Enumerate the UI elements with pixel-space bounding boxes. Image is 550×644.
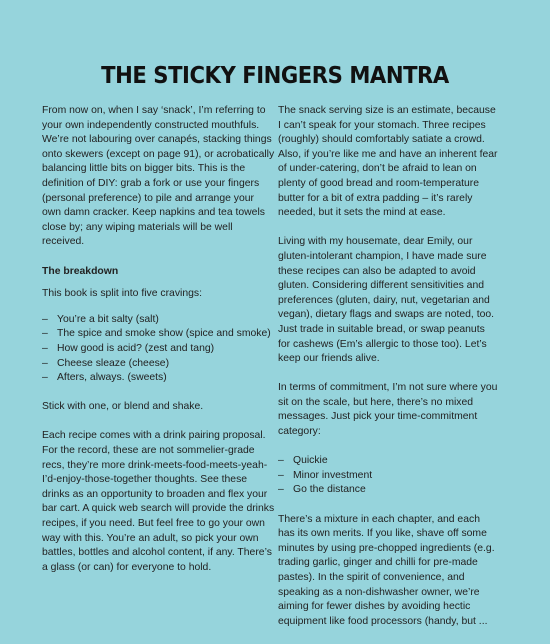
mixture-paragraph: There’s a mixture in each chapter, and each has its own merits. If you like, shave off some minutes by using pre-chopped ingredients (e.g. trading garlic, ginger and chilli for pre-made pastes). In the spirit of convenience, and speaking as a non-dishwasher owner, we’re aiming for fewer dishes by avoiding hectic equipment like food processors (handy, but ... — [278, 513, 495, 627]
living-paragraph: Living with my housemate, dear Emily, our gluten-intolerant champion, I have made sure these recipes can also be adapted to avoid gluten. Considering different sensitivities and preferences (gluten, dairy, nut, vegetarian and vegan), dietary flags and swaps are noted, too. Just trade in suitable bread, or swap peanuts for cashews (Em’s allergic to those too). Let’s keep our friends alive. — [278, 236, 495, 365]
list-item: – Minor investment — [278, 469, 498, 484]
list-item: – You’re a bit salty (salt) — [42, 313, 275, 328]
right-column — [278, 104, 498, 644]
breakdown-heading: The breakdown — [42, 265, 119, 277]
serving-paragraph: The snack serving size is an estimate, because I can’t speak for your stomach. Three recipes (roughly) should comfortably satiate a crowd. Also, if you’re like me and have an inherent fear of under-catering, don’t be afraid to lean on plenty of good bread and room-temperature butter for a bit of extra padding – it’s rarely needed, but it sets the mind at ease. — [278, 105, 498, 219]
cravings-list — [42, 313, 275, 386]
list-item: – The spice and smoke show (spice and smoke) — [42, 327, 275, 342]
drinks-paragraph: Each recipe comes with a drink pairing proposal. For the record, these are not sommelier-grade recs, they’re more drink-meets-food-meets-yeah-I’d-enjoy-those-together thoughts. See these drinks as an opportunity to broaden and flex your bar cart. A quick web search will provide the drinks recipes, if you need. But feel free to go your own way with this. You’re an adult, so pick your own battles, bottles and alcohol content, if any. There’s a glass (or can) for everyone to hold. — [42, 430, 275, 573]
left-column — [42, 104, 275, 590]
stick-paragraph: Stick with one, or blend and shake. — [42, 401, 204, 413]
list-item: – Afters, always. (sweets) — [42, 371, 275, 386]
list-item: – Cheese sleaze (cheese) — [42, 357, 275, 372]
intro-paragraph: From now on, when I say ‘snack’, I’m referring to your own independently constructed mouthfuls. We’re not labouring over canapés, stacking things onto skewers (except on page 91), or acrobatically balancing little bits on bigger bits. This is the definition of DIY: grab a fork or use your fingers (personal preference) to pile and arrange your own damn cracker. Keep napkins and tea towels close by; any wiping materials will be well received. — [42, 105, 275, 248]
split-paragraph: This book is split into five cravings: — [42, 288, 202, 300]
page-title: THE STICKY FINGERS MANTRA — [101, 63, 449, 90]
commitment-paragraph: In terms of commitment, I’m not sure where you sit on the scale, but here, there’s no mixed messages. Just pick your time-commitment category: — [278, 382, 498, 438]
list-item: – Quickie — [278, 454, 498, 469]
list-item: – How good is acid? (zest and tang) — [42, 342, 275, 357]
categories-list — [278, 454, 498, 498]
list-item: – Go the distance — [278, 483, 498, 498]
